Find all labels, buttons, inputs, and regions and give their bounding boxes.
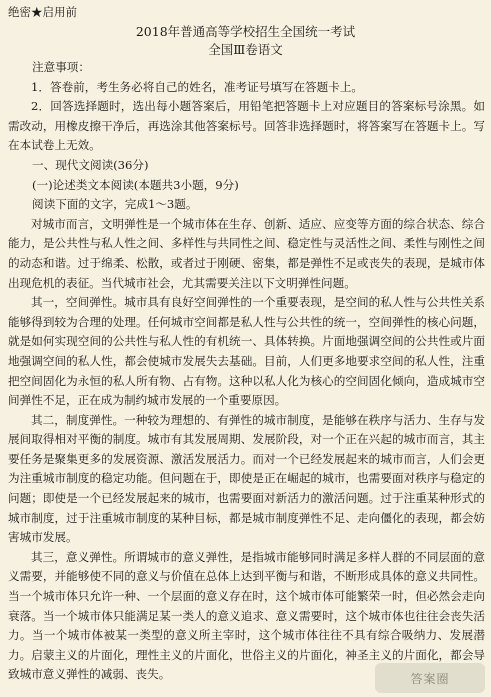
notes-item-1: 1．答卷前，考生务必将自己的姓名，准考证号填写在答题卡上。 [31,79,364,94]
passage-paragraph: 其二，制度弹性。一种较为理想的、有弹性的城市制度，是能够在秩序与活力、生存与发展间取得相对平衡的制度。城市有其发展周期、发展阶段，对一个正在兴起的城市而言，其主要任务是聚集更多的发展资源、激活发展活力。而对一个已经发展起来的城市而言，人们会更为注重城市制度的稳定功能。但问题在于，即使是正在崛起的城市，也需要面对秩序与稳定的问题；即使是一个已经发展起来的城市，也需要面对新活力的激活问题。过于注重某种形式的城市制度，过于注重城市制度的某种目标，都是城市制度弹性不足、走向僵化的表现，都会妨害城市发展。 [8,412,485,545]
passage-paragraph: 对城市而言，文明弹性是一个城市体在生存、创新、适应、应变等方面的综合状态、综合能力，是公共性与私人性之间、多样性与共同性之间、稳定性与灵活性之间、柔性与刚性之间的动态和谐。过于绵柔、松散，或者过于刚硬、密集，都是弹性不足或丧失的表现，是城市体出现危机的表征。当代城市社会，尤其需要关注以下文明弹性问题。 [8,216,485,290]
section-title: 一、现代文阅读(36分) [32,157,149,172]
section-subtitle: (一)论述类文本阅读(本题共3小题，9分) [32,177,239,192]
reading-instruction: 阅读下面的文字，完成1～3题。 [32,197,198,212]
passage-paragraph: 其一，空间弹性。城市具有良好空间弹性的一个重要表现，是空间的私人性与公共性关系能够得到较为合理的处理。任何城市空间都是私人性与公共性的统一，空间弹性的核心问题，就是如何实现空间的公共性与私人性的有机统一、具体转换。片面地强调空间的公共性或片面地强调空间的私人性，都会使城市发展失去基础。目前，人们更多地要求空间的私人性，注重把空间固化为永恒的私人所有物、占有物。这种以私人化为核心的空间固化倾向，造成城市空间弹性不足，正在成为制约城市发展的一个重要原因。 [8,295,485,408]
document-body [8,58,485,685]
watermark-logo [375,663,485,693]
exam-subtitle: 全国Ⅲ卷语文 [208,42,283,57]
passage-paragraph: 其三，意义弹性。所谓城市的意义弹性，是指城市能够同时满足多样人群的不同层面的意义需要，并能够使不同的意义与价值在总体上达到平衡与和谐，不断形成具体的意义共同性。当一个城市体只允许一种、一个层面的意义存在时，这个城市体可能繁荣一时，但必然会走向衰落。当一个城市体只能满足某一类人的意义追求、意义需要时，这个城市体也往往会丧失活力。当一个城市体被某一类型的意义所主宰时，这个城市体往往不具有综合吸纳力、发展潜力。启蒙主义的片面化，理性主义的片面化，世俗主义的片面化，神圣主义的片面化，都会导致城市意义弹性的减弱、丧失。 [8,549,485,682]
notes-heading: 注意事项： [32,60,90,74]
notes-item-2: 2．回答选择题时，选出每小题答案后，用铅笔把答题卡上对应题目的答案标号涂黑。如需改动，用橡皮擦干净后，再选涂其他答案标号。回答非选择题时，将答案写在答题卡上。写在本试卷上无效。 [8,99,485,153]
secret-label: 绝密★启用前 [8,5,77,19]
watermark-text: 答案圈 [410,671,450,686]
exam-title: 2018年普通高等学校招生全国统一考试 [135,24,356,39]
